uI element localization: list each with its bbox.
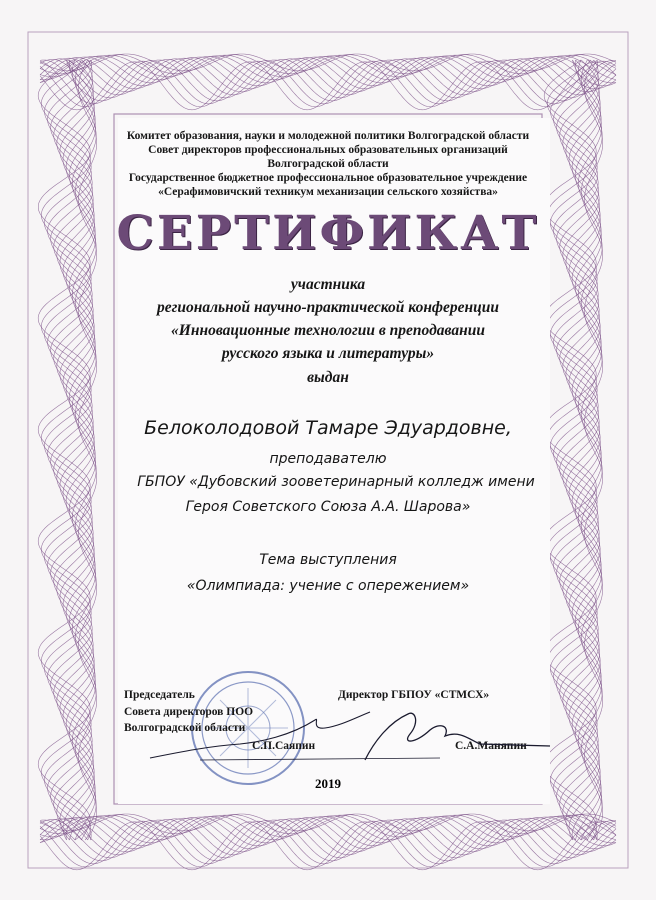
header-line-4: Государственное бюджетное профессиональное образовательное учреждение (128, 172, 528, 184)
recipient-org-line-1: ГБПОУ «Дубовский зооветеринарный колледж имени (137, 474, 535, 490)
certificate-year: 2019 (315, 776, 341, 791)
topic-label: Тема выступления (259, 552, 397, 568)
header-line-2: Совет директоров профессиональных образовательных организаций (148, 144, 508, 156)
header-line-3: Волгоградской области (267, 158, 389, 170)
subtitle-line-1: участника (290, 276, 366, 293)
left-signer-name: С.П.Саяпин (252, 740, 316, 752)
handwritten-signatures (140, 700, 560, 770)
subtitle-line-2: региональной научно-практической конференции (157, 299, 499, 316)
right-signer-title: Директор ГБПОУ «СТМСХ» (338, 689, 490, 701)
left-signer-line-3: Волгоградской области (124, 722, 246, 734)
topic-value: «Олимпиада: учение с опережением» (186, 578, 470, 594)
certificate-title: СЕРТИФИКАТ (116, 206, 540, 261)
subtitle-line-3: «Инновационные технологии в преподавании (171, 322, 485, 339)
subtitle-line-4: русского языка и литературы» (221, 345, 435, 362)
left-signer-line-2: Совета директоров ПОО (124, 706, 254, 718)
left-signer-line-1: Председатель (124, 689, 195, 701)
recipient-position: преподавателю (269, 451, 387, 467)
recipient-org-line-2: Героя Советского Союза А.А. Шарова» (185, 499, 471, 515)
recipient-name: Белоколодовой Тамаре Эдуардовне, (144, 417, 512, 439)
subtitle-line-5: выдан (307, 369, 349, 386)
header-line-5: «Серафимовичский техникум механизации сельского хозяйства» (158, 186, 498, 198)
right-signer-name: С.А.Маняпин (455, 740, 527, 752)
header-line-1: Комитет образования, науки и молодежной политики Волгоградской области (126, 130, 530, 142)
